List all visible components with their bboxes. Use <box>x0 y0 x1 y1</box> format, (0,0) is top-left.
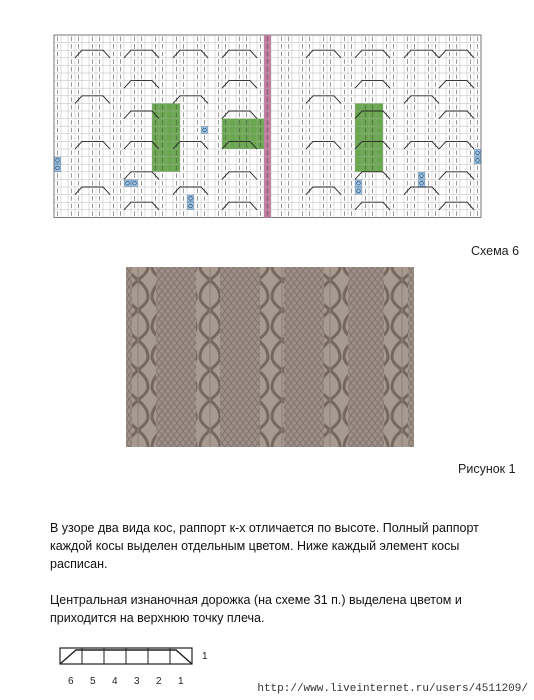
center-column-paragraph: Центральная изнаночная дорожка (на схеме 31 п.) выделена цветом и приходится на верхнюю точку плеча. <box>50 593 462 625</box>
yarn-over-marker-icon <box>356 180 362 187</box>
yarn-over-marker-icon <box>419 172 425 179</box>
yarn-over-marker-icon <box>188 195 194 202</box>
yarn-over-marker-icon <box>202 127 208 134</box>
watermark-url: http://www.liveinternet.ru/users/4511209/ <box>257 683 528 695</box>
scheme-caption: Схема 6 <box>471 244 520 258</box>
yarn-over-marker-icon <box>475 157 481 164</box>
legend-stitch-number: 3 <box>134 676 140 687</box>
cable-legend <box>58 644 218 690</box>
legend-stitch-number: 1 <box>178 676 184 687</box>
yarn-over-marker-icon <box>188 203 194 210</box>
legend-stitch-number: 6 <box>68 676 74 687</box>
cable-cross-icon <box>60 648 192 664</box>
yarn-over-marker-icon <box>475 150 481 157</box>
knit-fabric-photo <box>126 267 414 447</box>
legend-stitch-number: 2 <box>156 676 162 687</box>
description-paragraph: В узоре два вида кос, раппорт к-х отличается по высоте. Полный раппорт каждой косы выделен отдельным цветом. Ниже каждый элемент косы расписан. <box>50 521 479 571</box>
legend-stitch-number: 5 <box>90 676 96 687</box>
yarn-over-marker-icon <box>132 180 138 187</box>
yarn-over-marker-icon <box>356 188 362 195</box>
yarn-over-marker-icon <box>419 180 425 187</box>
legend-stitch-number: 4 <box>112 676 118 687</box>
knitting-chart <box>50 31 492 227</box>
legend-row-number: 1 <box>202 651 208 662</box>
figure-caption: Рисунок 1 <box>458 462 516 476</box>
